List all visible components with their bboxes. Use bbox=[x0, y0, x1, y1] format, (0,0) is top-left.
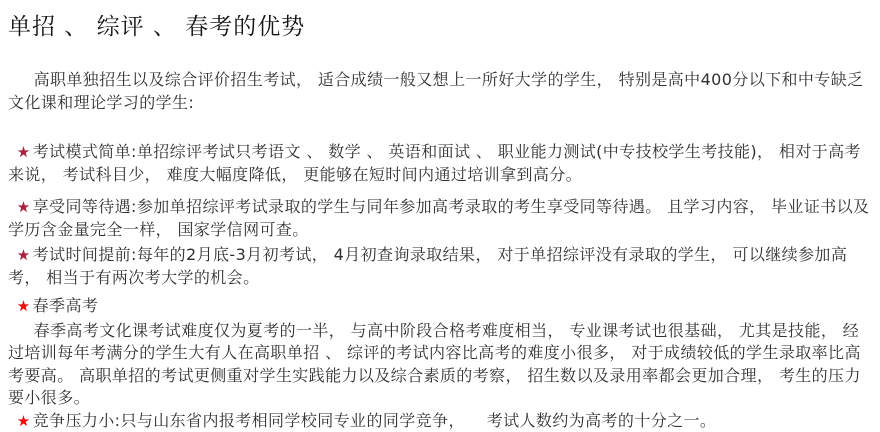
bullet-text: 考试模式简单:单招综评考试只考语文 、 数学 、 英语和面试 、 职业能力测试(中专技校学生考技能)， 相对于高考来说， 考试科目少， 难度大幅度降低， 更能够在短时间内通过培训拿到高分。 bbox=[8, 142, 861, 184]
spring-gaokao-paragraph: 春季高考文化课考试难度仅为夏考的一半， 与高中阶段合格考难度相当， 专业课考试也很基础， 尤其是技能， 经过培训每年考满分的学生大有人在高职单招 、 综评的考试内容比高考的难度小很多， 对于成绩较低的学生录取率比高考要高。 高职单招的考试更侧重对学生实践能力以及综合素质的考察， 招生数以及录用率都会更加合理， 考生的压力要小很多。 bbox=[8, 320, 870, 410]
star-icon: ★ bbox=[17, 297, 31, 315]
bullet-early-exam-time bbox=[8, 244, 870, 289]
bullet-text: 享受同等待遇:参加单招综评考试录取的学生与同年参加高考录取的考生享受同等待遇。 且学习内容， 毕业证书以及学历含金量完全一样， 国家学信网可查。 bbox=[8, 197, 869, 239]
star-icon: ★ bbox=[17, 246, 31, 264]
star-icon: ★ bbox=[17, 198, 31, 216]
bullet-exam-mode bbox=[8, 141, 870, 186]
bullet-text: 考试时间提前:每年的2月底-3月初考试， 4月初查询录取结果， 对于单招综评没有录取的学生， 可以继续参加高考， 相当于有两次考大学的机会。 bbox=[8, 245, 847, 287]
intro-paragraph: 高职单独招生以及综合评价招生考试， 适合成绩一般又想上一所好大学的学生， 特别是高中400分以下和中专缺乏文化课和理论学习的学生: bbox=[8, 69, 870, 114]
bullet-equal-treatment bbox=[8, 196, 870, 241]
bullet-spring-gaokao-heading bbox=[8, 295, 870, 318]
page-title: 单招 、 综评 、 春考的优势 bbox=[8, 12, 870, 42]
star-icon: ★ bbox=[17, 412, 31, 430]
bullet-text: 春季高考 bbox=[33, 296, 99, 315]
bullet-text: 竞争压力小:只与山东省内报考相同学校同专业的同学竞争， 考试人数约为高考的十分之一。 bbox=[33, 411, 717, 430]
star-icon: ★ bbox=[17, 143, 31, 161]
